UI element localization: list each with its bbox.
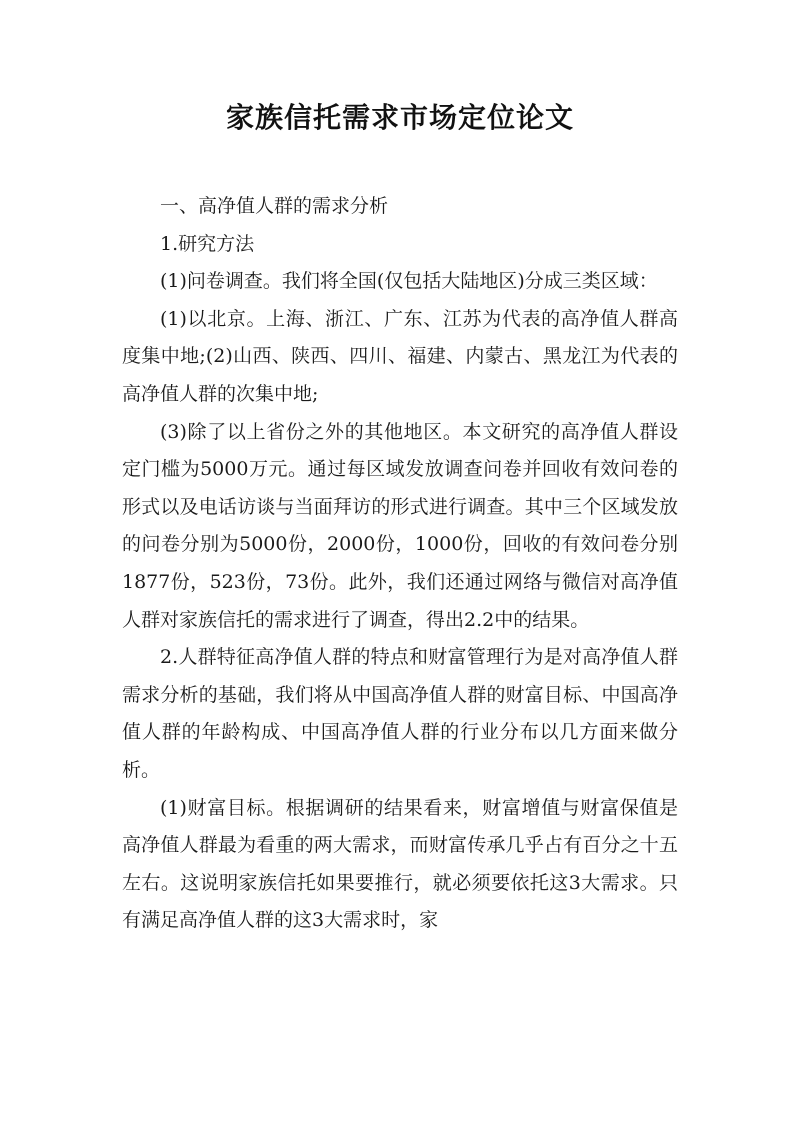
paragraph: 2.人群特征高净值人群的特点和财富管理行为是对高净值人群需求分析的基础，我们将从中国高净值人群的财富目标、中国高净值人群的年龄构成、中国高净值人群的行业分布以几方面来做分析。 [122,646,678,781]
paragraph: (1)财富目标。根据调研的结果看来，财富增值与财富保值是高净值人群最为看重的两大需求，而财富传承几乎占有百分之十五左右。这说明家族信托如果要推行，就必须要依托这3大需求。只有满足高净值人群的这3大需求时，家 [122,796,678,932]
paragraph: (3)除了以上省份之外的其他地区。本文研究的高净值人群设定门槛为5000万元。通过每区域发放调查问卷并回收有效问卷的形式以及电话访谈与当面拜访的形式进行调查。其中三个区域发放的问卷分别为5000份，2000份，1000份，回收的有效问卷分别1877份，523份，73份。此外，我们还通过网络与微信对高净值人群对家族信托的需求进行了调查，得出2.2中的结果。 [122,420,678,631]
document-body [122,188,678,940]
subsection-heading: 1.研究方法 [160,232,255,255]
paragraph: (1)以北京。上海、浙江、广东、江苏为代表的高净值人群高度集中地;(2)山西、陕西、四川、福建、内蒙古、黑龙江为代表的高净值人群的次集中地; [122,307,678,405]
document-title: 家族信托需求市场定位论文 [225,101,574,134]
section-heading: 一、高净值人群的需求分析 [160,195,389,217]
paragraph: (1)问卷调查。我们将全国(仅包括大陆地区)分成三类区域： [160,270,658,293]
